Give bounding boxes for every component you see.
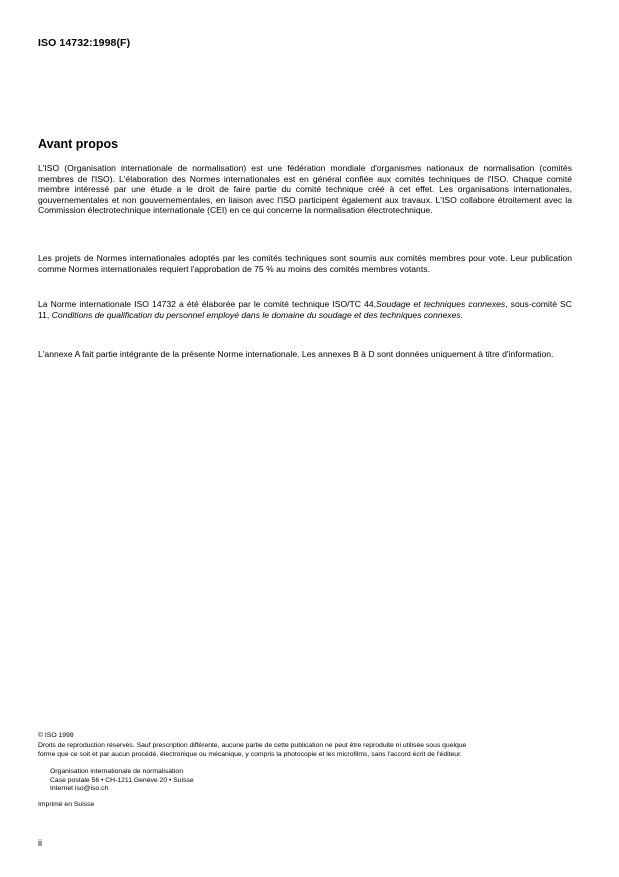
rights-line-1: Droits de reproduction réservés. Sauf prescription différente, aucune partie de cette publication ne peut être reproduite ni utilisée sous quelque xyxy=(38,742,467,749)
organization-name: Organisation internationale de normalisation xyxy=(50,768,183,775)
paragraph-standard-origin xyxy=(38,299,572,320)
postal-address: Case postale 56 • CH-1211 Genève 20 • Suisse xyxy=(50,776,194,784)
paragraph-standard-origin-part-1: La Norme internationale ISO 14732 a été élaborée par le comité technique ISO/TC 44, xyxy=(38,299,377,309)
committee-name: Soudage et techniques connexes xyxy=(376,299,506,309)
rights-notice xyxy=(38,742,578,759)
paragraph-draft-standards: Les projets de Normes internationales adoptés par les comités techniques sont soumis aux comités membres pour vote. Leur publication comme Normes internationales requiert l'approbation de 75 % au moins des comités membres votants. xyxy=(38,253,572,274)
rights-line-2: forme que ce soit et par aucun procédé, électronique ou mécanique, y compris la photocopie et les microfilms, sans l'accord écrit de l'éditeur. xyxy=(38,750,462,758)
paragraph-iso-description: L'ISO (Organisation internationale de normalisation) est une fédération mondiale d'organismes nationaux de normalisation (comités membres de l'ISO). L'élaboration des Normes internationales est en général confiée aux comités techniques de l'ISO. Chaque comité membre intéressé par une étude a le droit de faire partie du comité technique créé à cet effet. Les organisations internationales, gouvernementales et non gouvernementales, en liaison avec l'ISO participent également aux travaux. L'ISO collabore étroitement avec la Commission électrotechnique internationale (CEI) en ce qui concerne la normalisation électrotechnique. xyxy=(38,163,572,216)
document-id: ISO 14732:1998(F) xyxy=(38,37,131,49)
page-number: ii xyxy=(38,838,42,848)
paragraph-annexes: L'annexe A fait partie intégrante de la présente Norme internationale. Les annexes B à D sont données uniquement à titre d'information. xyxy=(38,349,554,359)
organization-address xyxy=(50,768,590,794)
paragraph-standard-origin-part-2: , sous-comité SC 11, xyxy=(38,299,572,320)
copyright-notice: © ISO 1998 xyxy=(38,732,74,739)
section-title: Avant propos xyxy=(38,137,119,151)
printed-in: Imprimé en Suisse xyxy=(38,801,95,808)
internet-address: Internet iso@iso.ch xyxy=(50,785,109,793)
subcommittee-name: Conditions de qualification du personnel employé dans le domaine du soudage et des techniques connexes. xyxy=(51,309,464,320)
